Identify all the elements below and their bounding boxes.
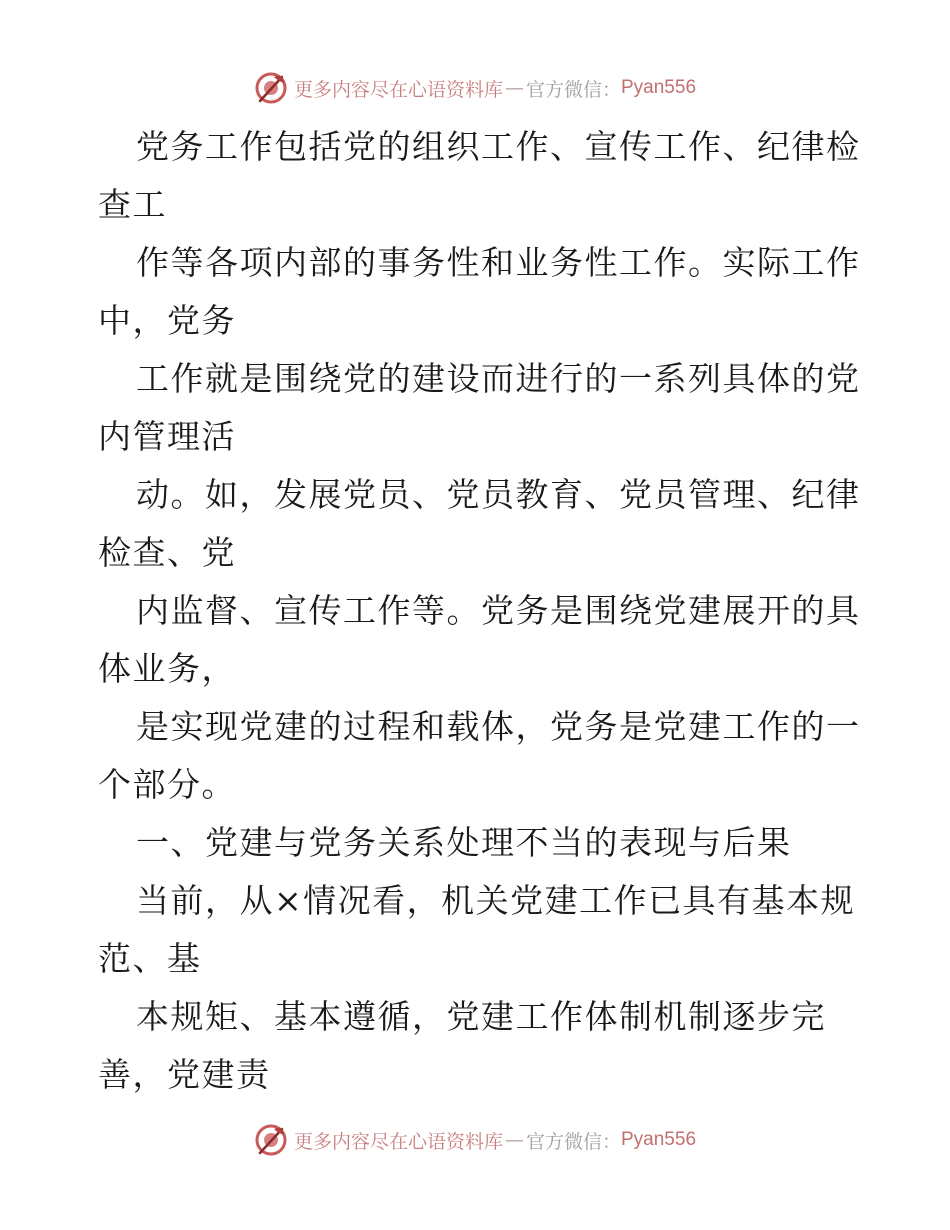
watermark-dash: — (504, 77, 524, 99)
document-body (98, 118, 861, 1104)
text-line: 一、党建与党务关系处理不当的表现与后果 (136, 823, 792, 862)
header-watermark (0, 68, 950, 108)
footer-watermark (0, 1120, 950, 1160)
text-line: 动。如，发展党员、党员教育、党员管理、纪律 (136, 475, 861, 514)
text-line: 体业务， (98, 649, 236, 688)
text-line: 本规矩、基本遵循，党建工作体制机制逐步完 (136, 997, 826, 1036)
text-line: 当前，从×情况看，机关党建工作已具有基本规 (136, 881, 856, 920)
text-line: 作等各项内部的事务性和业务性工作。实际工作 (136, 243, 861, 282)
watermark-brand: 更多内容尽在心语资料库 (293, 1130, 503, 1153)
text-line: 工作就是围绕党的建设而进行的一系列具体的党 (136, 359, 861, 398)
text-line: 个部分。 (98, 765, 236, 804)
watermark-brand: 更多内容尽在心语资料库 (293, 78, 503, 101)
quill-logo-icon (254, 71, 288, 105)
text-line: 内管理活 (98, 417, 236, 456)
text-line: 范、基 (98, 939, 202, 978)
watermark-wechat-label: 官方微信： (525, 78, 621, 101)
text-line: 是实现党建的过程和载体，党务是党建工作的一 (136, 707, 861, 746)
text-line: 查工 (98, 185, 167, 224)
watermark-dash: — (504, 1129, 524, 1151)
text-line: 检查、党 (98, 533, 236, 572)
text-line: 善，党建责 (98, 1055, 271, 1094)
text-line: 中，党务 (98, 301, 236, 340)
watermark-wechat-label: 官方微信： (525, 1130, 621, 1153)
watermark-wechat-id: Pyan556 (621, 77, 697, 98)
quill-logo-icon (254, 1123, 288, 1157)
text-line: 内监督、宣传工作等。党务是围绕党建展开的具 (136, 591, 861, 630)
text-line: 党务工作包括党的组织工作、宣传工作、纪律检 (136, 127, 861, 166)
watermark-wechat-id: Pyan556 (621, 1129, 697, 1150)
